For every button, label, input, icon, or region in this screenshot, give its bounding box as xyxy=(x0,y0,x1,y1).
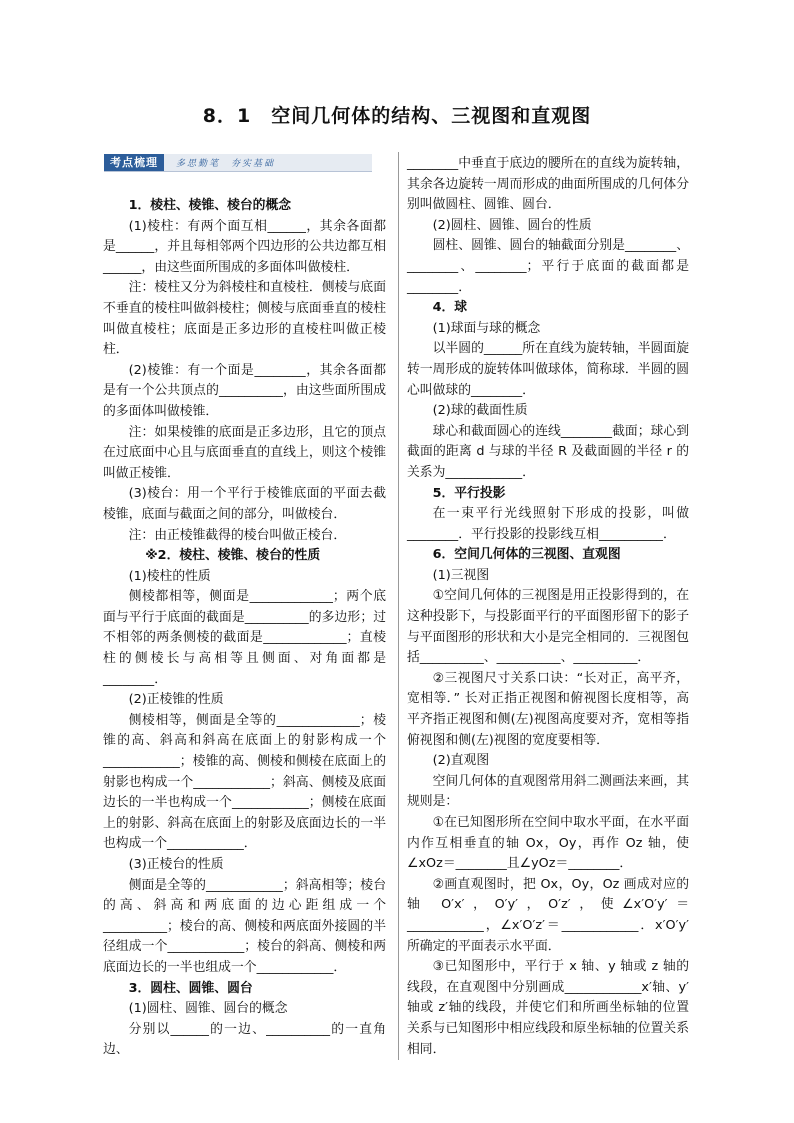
section-heading: 5．平行投影 xyxy=(432,485,506,501)
paragraph: ②三视图尺寸关系口诀：“长对正，高平齐，宽相等．” 长对正指正视图和俯视图长度相等，高平齐指正视图和侧(左)视图高度要对齐，宽相等指俯视图和侧(左)视图的宽度要相等． xyxy=(407,670,689,748)
paragraph: 空间几何体的直观图常用斜二测画法来画，其规则是： xyxy=(407,773,689,810)
paragraph: ②画直观图时，把 Ox，Oy，Oz 画成对应的轴 O′x′，O′y′，O′z′，使∠x′O′y′＝____________，∠x′O′z′＝____________．x′O′y′所确定的平面表示水平面． xyxy=(407,876,689,954)
subheading: (1)三视图 xyxy=(432,567,490,583)
section-heading: 6．空间几何体的三视图、直观图 xyxy=(432,547,621,563)
right-column xyxy=(407,154,689,1060)
paragraph: 以半圆的______所在直线为旋转轴，半圆面旋转一周形成的旋转体叫做球体，简称球．半圆的圆心叫做球的________． xyxy=(407,341,689,398)
subheading: (1)球面与球的概念 xyxy=(432,320,541,336)
subheading: (1)圆柱、圆锥、圆台的概念 xyxy=(128,1001,288,1017)
paragraph: 侧棱都相等，侧面是_____________；两个底面与平行于底面的截面是__________的多边形；过不相邻的两条侧棱的截面是_____________；直棱柱的侧棱长与高相等且侧面、对角面都是________． xyxy=(103,589,386,687)
paragraph: 分别以______的一边、__________的一直角边、 xyxy=(103,1021,386,1058)
column-divider xyxy=(398,152,399,1060)
paragraph: (2)棱锥：有一个面是________，其余各面都是有一个公共顶点的__________，由这些面所围成的多面体叫做棱锥． xyxy=(103,362,386,419)
section-badge xyxy=(104,154,372,172)
page-title: 8．1 空间几何体的结构、三视图和直观图 xyxy=(202,105,592,127)
paragraph: 球心和截面圆心的连线________截面；球心到截面的距离 d 与球的半径 R 及截面圆的半径 r 的关系为____________． xyxy=(407,423,689,480)
subheading: (3)正棱台的性质 xyxy=(128,857,224,872)
section-tag: 考点梳理 xyxy=(104,154,164,171)
section-heading: 4．球 xyxy=(432,300,468,316)
note-paragraph: 注：由正棱锥截得的棱台叫做正棱台． xyxy=(128,527,347,543)
paragraph: 在一束平行光线照射下形成的投影，叫做________．平行投影的投影线互相__________． xyxy=(407,506,689,542)
subheading: (1)棱柱的性质 xyxy=(128,568,211,584)
note-paragraph: 注：棱柱又分为斜棱柱和直棱柱．侧棱与底面不垂直的棱柱叫做斜棱柱；侧棱与底面垂直的棱柱叫做直棱柱；底面是正多边形的直棱柱叫做正棱柱． xyxy=(103,280,386,358)
paragraph: (1)棱柱：有两个面互相______，其余各面都是______，并且每相邻两个四边形的公共边都互相______，由这些面所围成的多面体叫做棱柱． xyxy=(103,218,386,275)
left-column xyxy=(103,196,386,1061)
subheading: (2)直观图 xyxy=(432,753,490,769)
paragraph: ________中垂直于底边的腰所在的直线为旋转轴，其余各边旋转一周而形成的曲面所围成的几何体分别叫做圆柱、圆锥、圆台． xyxy=(407,156,689,213)
note-paragraph: 注：如果棱锥的底面是正多边形，且它的顶点在过底面中心且与底面垂直的直线上，则这个棱锥叫做正棱锥． xyxy=(103,424,386,481)
subheading: (2)圆柱、圆锥、圆台的性质 xyxy=(432,217,592,233)
paragraph: ③已知图形中，平行于 x 轴、y 轴或 z 轴的线段，在直观图中分别画成____________x′轴、y′轴或 z′轴的线段，并使它们和所画坐标轴的位置关系与已知图形中相应线段和原坐标轴的位置关系相同． xyxy=(407,959,689,1057)
section-slogan: 多思勤笔 夯实基础 xyxy=(176,159,276,169)
section-heading: 1．棱柱、棱锥、棱台的概念 xyxy=(128,198,292,213)
paragraph: (3)棱台：用一个平行于棱锥底面的平面去截棱锥，底面与截面之间的部分，叫做棱台． xyxy=(103,486,386,522)
section-heading: 3．圆柱、圆锥、圆台 xyxy=(128,980,253,996)
paragraph: ①空间几何体的三视图是用正投影得到的，在这种投影下，与投影面平行的平面图形留下的影子与平面图形的形状和大小是完全相同的．三视图包括__________、__________、__________． xyxy=(407,588,689,666)
paragraph: 侧面是全等的____________；斜高相等；棱台的高、斜高和两底面的边心距组成一个__________；棱台的高、侧棱和两底面外接圆的半径组成一个____________；棱台的斜高、侧棱和两底面边长的一半也组成一个____________． xyxy=(103,877,386,975)
paragraph: 圆柱、圆锥、圆台的轴截面分别是________、________、________；平行于底面的截面都是________． xyxy=(407,238,689,295)
paragraph: 侧棱相等，侧面是全等的_____________；棱锥的高、斜高和斜高在底面上的射影构成一个____________；棱锥的高、侧棱和侧棱在底面上的射影也构成一个____________；斜高、侧棱及底面边长的一半也构成一个____________；侧棱在底面上的射影、斜高在底面上的射影及底面边长的一半也构成一个____________． xyxy=(103,712,386,852)
section-heading: ※2．棱柱、棱锥、棱台的性质 xyxy=(145,548,321,564)
subheading: (2)正棱锥的性质 xyxy=(128,692,224,708)
subheading: (2)球的截面性质 xyxy=(432,403,528,419)
paragraph: ①在已知图形所在空间中取水平面，在水平面内作互相垂直的轴 Ox，Oy，再作 Oz 轴，使∠xOz＝________且∠yOz＝________． xyxy=(407,815,689,872)
